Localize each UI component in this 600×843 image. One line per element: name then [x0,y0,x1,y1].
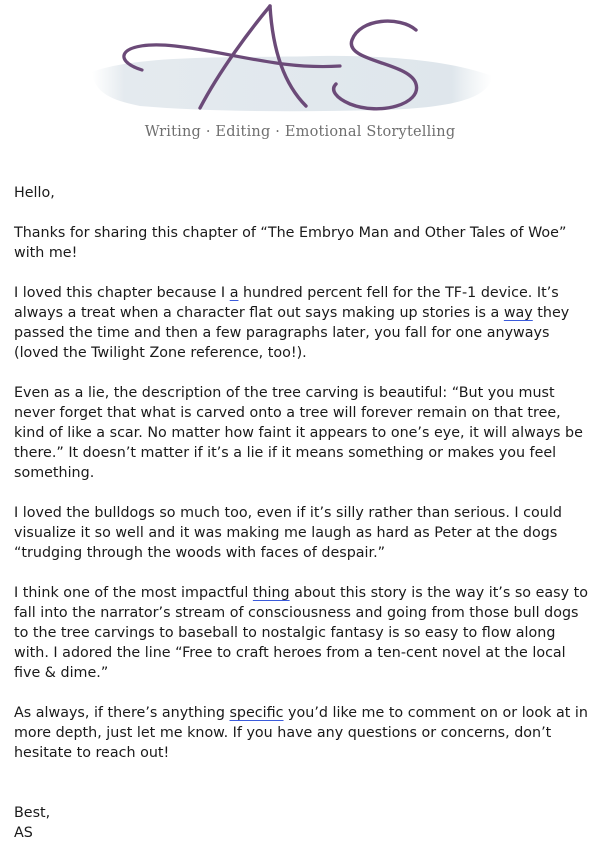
tagline: Writing · Editing · Emotional Storytelling [144,124,456,140]
paragraph-4: I loved the bulldogs so much too, even if it’s silly rather than serious. I could visualize it so well and it was making me laugh as hard as Peter at the dogs “trudging through the woods with faces of despair.” [14,505,562,561]
signoff-text: Best, [14,805,51,821]
text-segment: I think one of the most impactful [14,585,253,601]
signature: AS [14,825,33,841]
text-segment: hundred percent fell for the TF-1 device. It’s always a treat when a character flat out says making up stories is a [14,285,559,321]
text-segment: you’d like me to comment on or look at in more depth, just let me know. If you have any questions or concerns, don’t hesitate to reach out! [14,705,588,761]
underlined-word[interactable]: thing [252,585,290,601]
text-segment: about this story is the way it’s so easy to fall into the narrator’s stream of consciousness and going from those bull dogs to the tree carvings to baseball to nostalgic fantasy is so easy to flow along with. I adored the line “Free to craft heroes from a ten-cent novel at the local five & dime.” [14,585,588,681]
as-monogram-logo [80,0,500,125]
paragraph-6 [14,703,594,763]
text-segment: As always, if there’s anything [14,705,230,721]
paragraph-2 [14,283,594,363]
paragraph-1: Thanks for sharing this chapter of “The Embryo Man and Other Tales of Woe” with me! [14,225,567,261]
underlined-word[interactable]: specific [229,705,284,721]
paragraph-5 [14,583,594,683]
letterhead [0,0,600,160]
paragraph-3: Even as a lie, the description of the tree carving is beautiful: “But you must never forget that what is carved onto a tree will forever remain on that tree, kind of like a scar. No matter how faint it appears to one’s eye, it will always be there.” It doesn’t matter if it’s a lie if it means something or makes you feel something. [14,385,583,481]
greeting: Hello, [14,185,55,201]
text-segment: they passed the time and then a few paragraphs later, you fall for one anyways (loved the Twilight Zone reference, too!). [14,305,570,361]
letter-body [14,183,594,843]
text-segment: I loved this chapter because I [14,285,230,301]
underlined-word[interactable]: a [229,285,239,301]
underlined-word[interactable]: way [503,305,533,321]
signoff [14,803,594,843]
